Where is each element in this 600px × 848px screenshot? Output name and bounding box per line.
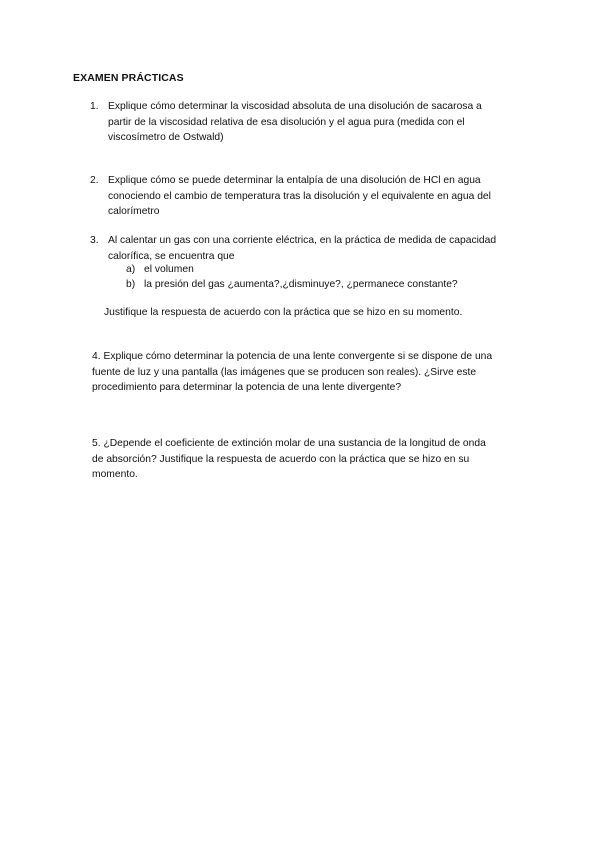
- question-line: momento.: [92, 469, 138, 480]
- page-title: EXAMEN PRÁCTICAS: [73, 72, 184, 84]
- question-line: Explique cómo determinar la viscosidad absoluta de una disolución de sacarosa a: [108, 101, 482, 112]
- question-line: 5. ¿Depende el coeficiente de extinción molar de una sustancia de la longitud de onda: [92, 438, 486, 449]
- subitem-label: b): [126, 279, 136, 290]
- question-line: Al calentar un gas con una corriente eléctrica, en la práctica de medida de capacidad: [108, 235, 497, 246]
- subitem-text: el volumen: [144, 264, 194, 275]
- question-line: fuente de luz y una pantalla (las imágenes que se producen son reales). ¿Sirve este: [92, 366, 477, 378]
- subitem-label: a): [126, 264, 136, 275]
- question-number: 3.: [90, 235, 99, 246]
- question-5: [92, 436, 542, 483]
- question-4: [92, 349, 542, 396]
- justification-note: Justifique la respuesta de acuerdo con la práctica que se hizo en su momento.: [104, 307, 463, 318]
- subitem-text: la presión del gas ¿aumenta?,¿disminuye?, ¿permanece constante?: [144, 279, 458, 290]
- question-number: 2.: [90, 175, 99, 186]
- question-line: Explique cómo se puede determinar la entalpía de una disolución de HCl en agua: [108, 175, 481, 186]
- question-line: calorífica, se encuentra que: [108, 250, 235, 262]
- question-line: de absorción? Justifique la respuesta de acuerdo con la práctica que se hizo en su: [92, 453, 470, 465]
- question-line: 4. Explique cómo determinar la potencia de una lente convergente si se dispone de una: [92, 351, 493, 362]
- question-line: conociendo el cambio de temperatura tras la disolución y el equivalente en agua del: [108, 190, 491, 202]
- question-line: partir de la viscosidad relativa de esa disolución y el agua pura (medida con el: [108, 116, 465, 128]
- question-line: viscosímetro de Ostwald): [108, 132, 224, 143]
- subitem-a: [126, 262, 526, 278]
- question-line: calorímetro: [108, 206, 160, 217]
- question-number: 1.: [90, 101, 99, 112]
- subitem-b: [126, 277, 526, 293]
- question-line: procedimiento para determinar la potencia de una lente divergente?: [92, 382, 402, 393]
